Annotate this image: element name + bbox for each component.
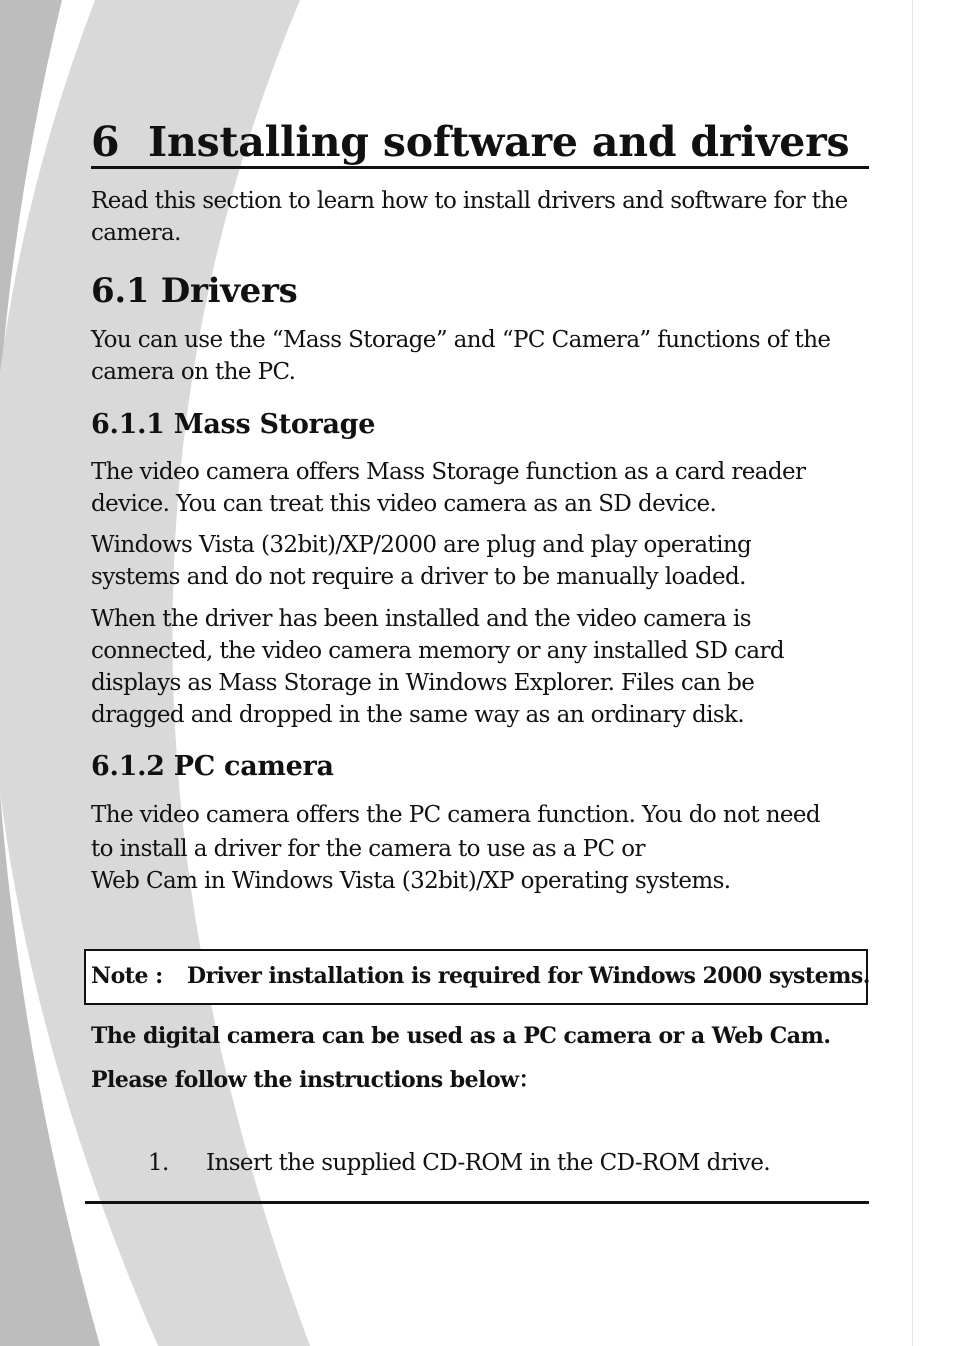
section-drivers-title: 6.1 Drivers (91, 271, 298, 311)
section-mass-storage-title: 6.1.1 Mass Storage (91, 409, 376, 440)
note-label: Note : (91, 963, 163, 989)
mass-storage-p1-line-1: The video camera offers Mass Storage function as a card reader (91, 459, 806, 485)
intro-line-1: Read this section to learn how to install drivers and software for the (91, 188, 848, 214)
heading-underline (91, 166, 869, 169)
step-text: Insert the supplied CD-ROM in the CD-ROM drive. (206, 1150, 771, 1176)
step-number: 1. (148, 1150, 169, 1176)
drivers-line-1: You can use the “Mass Storage” and “PC Camera” functions of the (91, 327, 831, 353)
mass-storage-p1-line-2: device. You can treat this video camera as an SD device. (91, 491, 717, 517)
note (91, 963, 870, 989)
chapter-number: 6 (91, 118, 120, 166)
mass-storage-p2-line-2: systems and do not require a driver to be manually loaded. (91, 564, 746, 590)
mass-storage-p3-line-3: displays as Mass Storage in Windows Explorer. Files can be (91, 670, 755, 696)
mass-storage-p2-line-1: Windows Vista (32bit)/XP/2000 are plug and play operating (91, 532, 752, 558)
intro-line-2: camera. (91, 220, 181, 246)
instructions-line-1: The digital camera can be used as a PC camera or a Web Cam. (91, 1023, 831, 1049)
note-text: Driver installation is required for Windows 2000 systems. (187, 963, 870, 989)
pc-camera-line-1: The video camera offers the PC camera function. You do not need (91, 802, 821, 828)
pc-camera-line-2: to install a driver for the camera to use as a PC or (91, 836, 645, 862)
list-item (148, 1150, 770, 1176)
mass-storage-p3-line-2: connected, the video camera memory or any installed SD card (91, 638, 784, 664)
pc-camera-line-3: Web Cam in Windows Vista (32bit)/XP operating systems. (91, 868, 731, 894)
page-edge-strip (912, 0, 954, 1346)
chapter-title: Installing software and drivers (148, 118, 850, 166)
footer-rule (85, 1201, 869, 1204)
instructions-line-2: Please follow the instructions below： (91, 1067, 541, 1093)
chapter-heading (91, 118, 849, 166)
drivers-line-2: camera on the PC. (91, 359, 296, 385)
mass-storage-p3-line-1: When the driver has been installed and the video camera is (91, 606, 751, 632)
mass-storage-p3-line-4: dragged and dropped in the same way as an ordinary disk. (91, 702, 745, 728)
section-pc-camera-title: 6.1.2 PC camera (91, 751, 334, 782)
